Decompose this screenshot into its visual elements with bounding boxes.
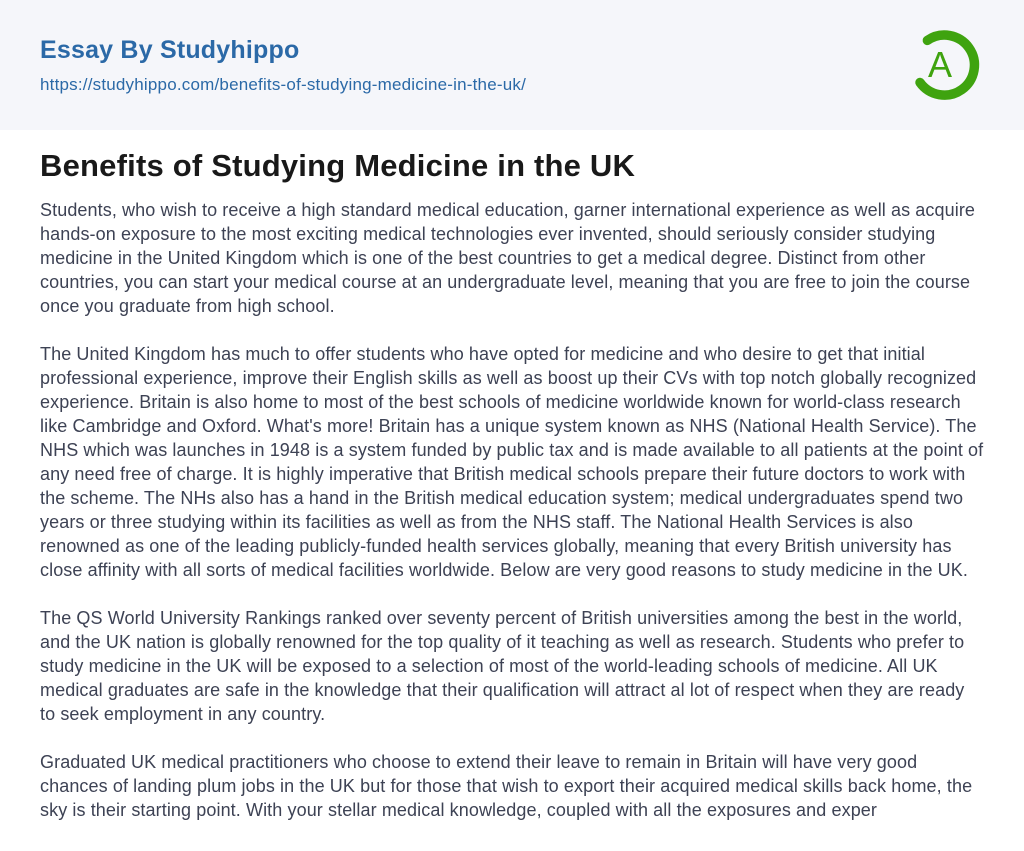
header-text-block <box>40 36 526 95</box>
article-paragraph: Graduated UK medical practitioners who choose to extend their leave to remain in Britain will have very good chances of landing plum jobs in the UK but for those that wish to export their acquired medical skills back home, the sky is their starting point. With your stellar medical knowledge, coupled with all the exposures and exper <box>40 752 973 820</box>
page-header <box>0 0 1024 130</box>
logo-letter: A <box>928 44 953 85</box>
page-url-link[interactable]: https://studyhippo.com/benefits-of-studying-medicine-in-the-uk/ <box>40 74 526 94</box>
studyhippo-logo <box>906 26 984 104</box>
article-paragraph: The United Kingdom has much to offer students who have opted for medicine and who desire to get that initial professional experience, improve their English skills as well as boost up their CVs with top notch globally recognized experience. Britain is also home to most of the best schools of medicine worldwide known for world-class research like Cambridge and Oxford. What's more! Britain has a unique system known as NHS (National Health Service). The NHS which was launches in 1948 is a system funded by public tax and is made available to all patients at the point of any need free of charge. It is highly imperative that British medical schools prepare their future doctors to work with the scheme. The NHs also has a hand in the British medical education system; medical undergraduates spend two years or three studying within its facilities as well as from the NHS staff. The National Health Services is also renowned as one of the leading publicly-funded health services globally, meaning that every British university has close affinity with all sorts of medical facilities worldwide. Below are very good reasons to study medicine in the UK. <box>40 344 984 580</box>
article-paragraph: Students, who wish to receive a high standard medical education, garner international experience as well as acquire hands-on exposure to the most exciting medical technologies ever invented, should seriously consider studying medicine in the United Kingdom which is one of the best countries to get a medical degree. Distinct from other countries, you can start your medical course at an undergraduate level, meaning that you are free to join the course once you graduate from high school. <box>40 200 976 316</box>
site-title: Essay By Studyhippo <box>40 35 300 64</box>
article-title: Benefits of Studying Medicine in the UK <box>40 148 636 183</box>
article-paragraph: The QS World University Rankings ranked over seventy percent of British universities among the best in the world, and the UK nation is globally renowned for the top quality of it teaching as well as research. Students who prefer to study medicine in the UK will be exposed to a selection of most of the world-leading schools of medicine. All UK medical graduates are safe in the knowledge that their qualification will attract al lot of respect when they are ready to seek employment in any country. <box>40 608 965 724</box>
logo-a-ring-icon <box>906 26 984 104</box>
article-content <box>0 130 1024 822</box>
